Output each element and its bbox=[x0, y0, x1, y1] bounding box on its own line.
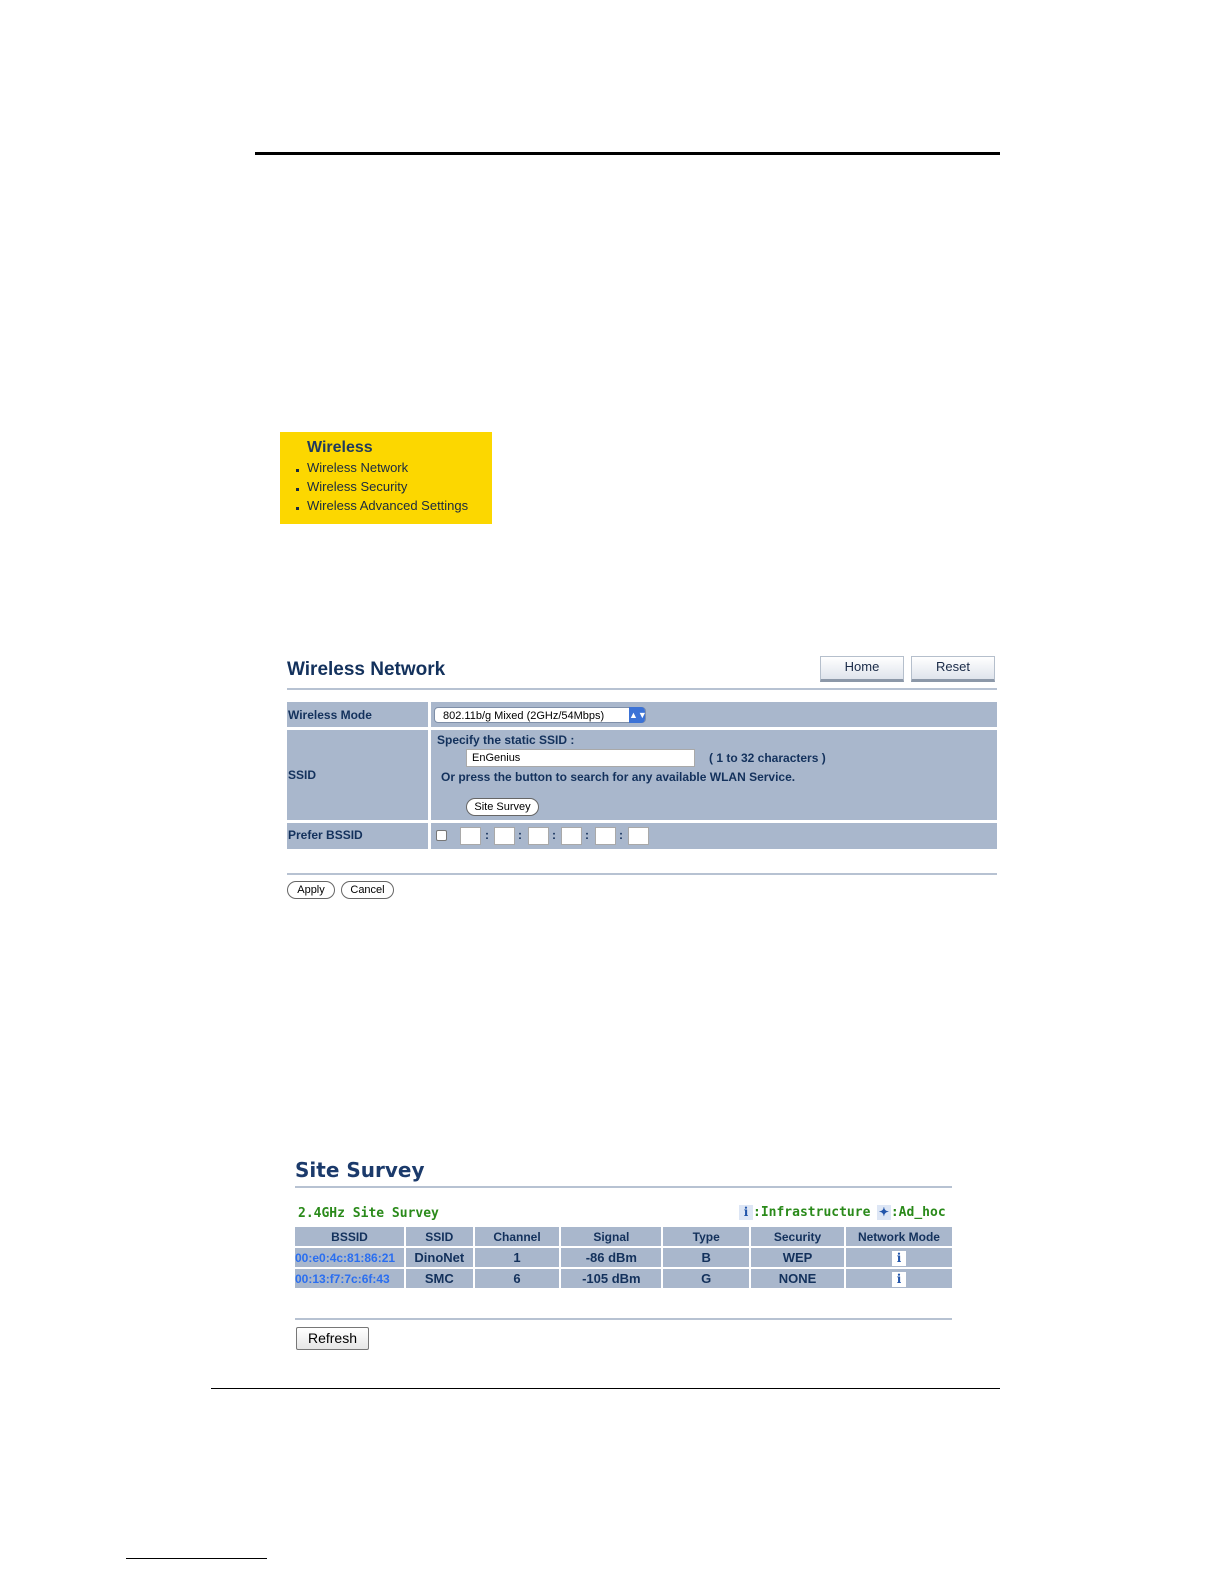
site-survey-button[interactable]: Site Survey bbox=[466, 798, 539, 816]
column-header: Channel bbox=[475, 1227, 560, 1246]
menu-item-wireless-security[interactable]: Wireless Security bbox=[296, 479, 407, 494]
bullet-icon bbox=[296, 507, 299, 510]
bssid-separator: : bbox=[485, 828, 489, 842]
security-cell: NONE bbox=[751, 1269, 844, 1288]
bottom-rule bbox=[211, 1388, 1000, 1389]
menu-item-wireless-advanced-settings[interactable]: Wireless Advanced Settings bbox=[296, 498, 468, 513]
home-button[interactable]: Home bbox=[820, 656, 904, 682]
bssid-link[interactable]: 00:e0:4c:81:86:21 bbox=[295, 1248, 404, 1267]
ssid-value-cell bbox=[431, 730, 997, 820]
bssid-octet-3[interactable] bbox=[528, 827, 549, 845]
bssid-octet-2[interactable] bbox=[494, 827, 515, 845]
cancel-button[interactable]: Cancel bbox=[341, 881, 394, 899]
reset-button[interactable]: Reset bbox=[911, 656, 995, 682]
footnote-rule bbox=[126, 1558, 267, 1559]
channel-cell: 1 bbox=[475, 1248, 560, 1267]
infrastructure-icon: i bbox=[739, 1205, 753, 1220]
ssid-label: SSID bbox=[288, 768, 317, 782]
infrastructure-icon: i bbox=[892, 1251, 906, 1266]
column-header: SSID bbox=[406, 1227, 473, 1246]
ssid-cell: SMC bbox=[406, 1269, 473, 1288]
bssid-octet-6[interactable] bbox=[628, 827, 649, 845]
ssid-cell: DinoNet bbox=[406, 1248, 473, 1267]
ssid-input[interactable]: EnGenius bbox=[466, 749, 695, 767]
column-header: Type bbox=[663, 1227, 749, 1246]
bssid-separator: : bbox=[619, 828, 623, 842]
wireless-mode-label-cell bbox=[287, 702, 428, 727]
table-header-row bbox=[295, 1227, 952, 1246]
bssid-separator: : bbox=[585, 828, 589, 842]
site-survey-subtitle: 2.4GHz Site Survey bbox=[298, 1206, 439, 1221]
signal-cell: -105 dBm bbox=[561, 1269, 661, 1288]
refresh-button[interactable]: Refresh bbox=[296, 1327, 369, 1350]
bssid-separator: : bbox=[552, 828, 556, 842]
table-row[interactable] bbox=[295, 1269, 952, 1288]
column-header: Signal bbox=[561, 1227, 661, 1246]
wireless-mode-select[interactable]: 802.11b/g Mixed (2GHz/54Mbps) ▲▼ bbox=[434, 707, 646, 723]
select-arrows-icon: ▲▼ bbox=[629, 707, 645, 723]
bullet-icon bbox=[296, 488, 299, 491]
column-header: BSSID bbox=[295, 1227, 404, 1246]
wireless-network-title: Wireless Network bbox=[287, 659, 446, 680]
site-survey-title: Site Survey bbox=[295, 1158, 425, 1182]
network-mode-cell bbox=[846, 1269, 952, 1288]
site-survey-footer-rule bbox=[295, 1318, 952, 1320]
prefer-bssid-label: Prefer BSSID bbox=[288, 828, 363, 842]
ssid-specify-text: Specify the static SSID : bbox=[437, 733, 575, 747]
ssid-label-cell bbox=[287, 730, 428, 820]
wireless-menu bbox=[280, 432, 492, 524]
ssid-hint: ( 1 to 32 characters ) bbox=[709, 751, 826, 765]
bssid-octet-4[interactable] bbox=[561, 827, 582, 845]
signal-cell: -86 dBm bbox=[561, 1248, 661, 1267]
menu-item-wireless-network[interactable]: Wireless Network bbox=[296, 460, 408, 475]
wireless-menu-title: Wireless bbox=[307, 439, 373, 456]
panel-footer-rule bbox=[287, 873, 997, 875]
bssid-link[interactable]: 00:13:f7:7c:6f:43 bbox=[295, 1269, 404, 1288]
wireless-mode-label: Wireless Mode bbox=[288, 708, 372, 722]
network-mode-legend: i :Infrastructure ✦ :Ad_hoc bbox=[739, 1203, 946, 1221]
top-rule bbox=[255, 152, 1000, 155]
security-cell: WEP bbox=[751, 1248, 844, 1267]
channel-cell: 6 bbox=[475, 1269, 560, 1288]
column-header: Security bbox=[751, 1227, 844, 1246]
prefer-bssid-value-cell bbox=[431, 823, 997, 849]
bullet-icon bbox=[296, 469, 299, 472]
adhoc-icon: ✦ bbox=[878, 1205, 889, 1219]
wireless-mode-value-cell bbox=[431, 702, 997, 727]
infrastructure-icon: i bbox=[892, 1272, 906, 1287]
bssid-octet-5[interactable] bbox=[595, 827, 616, 845]
bssid-separator: : bbox=[518, 828, 522, 842]
prefer-bssid-label-cell bbox=[287, 823, 428, 849]
type-cell: B bbox=[663, 1248, 749, 1267]
site-survey-table bbox=[293, 1225, 954, 1290]
table-row[interactable] bbox=[295, 1248, 952, 1267]
type-cell: G bbox=[663, 1269, 749, 1288]
prefer-bssid-checkbox[interactable] bbox=[436, 830, 447, 841]
network-mode-cell bbox=[846, 1248, 952, 1267]
panel-header-rule bbox=[287, 688, 997, 690]
column-header: Network Mode bbox=[846, 1227, 952, 1246]
apply-button[interactable]: Apply bbox=[287, 881, 335, 899]
bssid-octet-1[interactable] bbox=[460, 827, 481, 845]
ssid-or-text: Or press the button to search for any available WLAN Service. bbox=[441, 770, 796, 784]
site-survey-header-rule bbox=[295, 1186, 952, 1188]
